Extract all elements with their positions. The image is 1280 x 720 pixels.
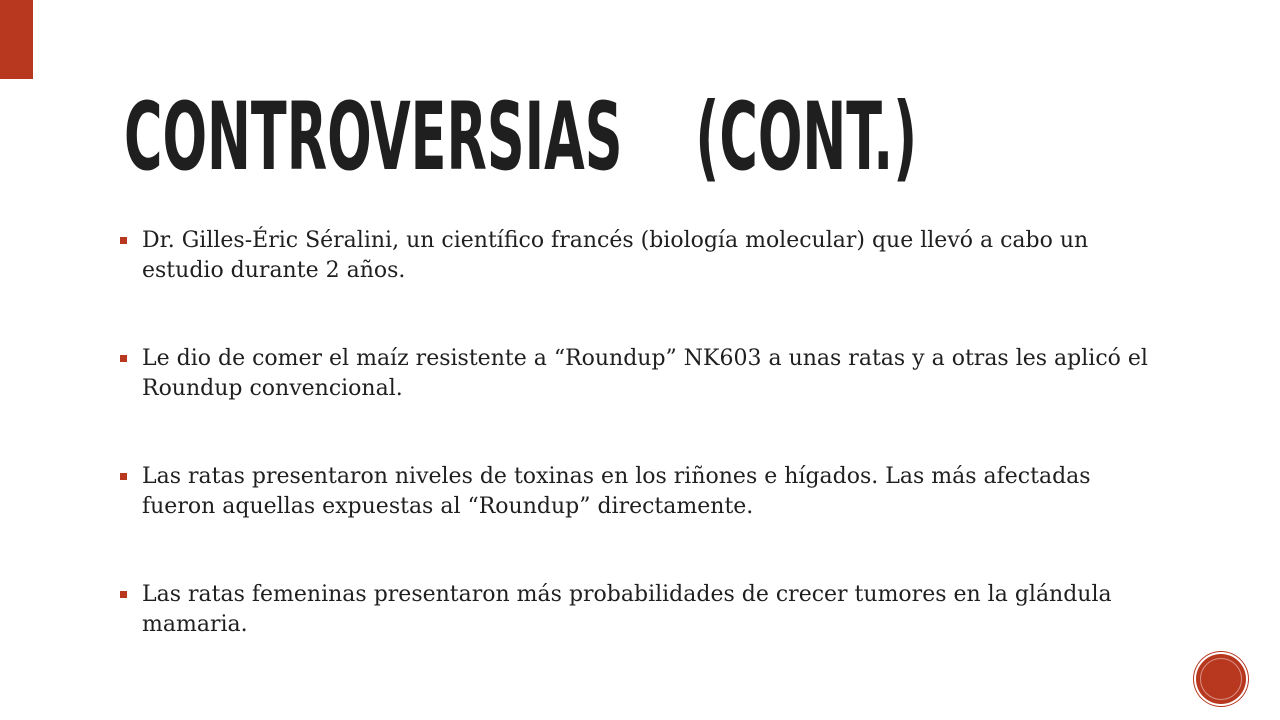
bullet-item: [118, 462, 1158, 522]
bullet-text: Las ratas femeninas presentaron más probabilidades de crecer tumores en la glándula mamaria.: [142, 582, 1112, 637]
bullet-text: Las ratas presentaron niveles de toxinas en los riñones e hígados. Las más afectadas fueron aquellas expuestas al “Roundup” directamente.: [142, 464, 1091, 519]
badge-ring: [1200, 658, 1242, 700]
bullet-text: Le dio de comer el maíz resistente a “Roundup” NK603 a unas ratas y a otras les aplicó el Roundup convencional.: [142, 346, 1148, 401]
bullet-item: [118, 344, 1158, 404]
slide-title: CONTROVERSIAS (CONT.): [124, 83, 918, 192]
square-bullet-icon: [120, 591, 127, 598]
square-bullet-icon: [120, 355, 127, 362]
accent-bar: [0, 0, 33, 79]
square-bullet-icon: [120, 473, 127, 480]
bullet-list: [118, 226, 1158, 640]
square-bullet-icon: [120, 237, 127, 244]
bullet-item: [118, 226, 1158, 286]
circle-badge-icon: [1196, 654, 1246, 704]
bullet-text: Dr. Gilles-Éric Séralini, un científico francés (biología molecular) que llevó a cabo un estudio durante 2 años.: [142, 228, 1089, 283]
bullet-item: [118, 580, 1158, 640]
